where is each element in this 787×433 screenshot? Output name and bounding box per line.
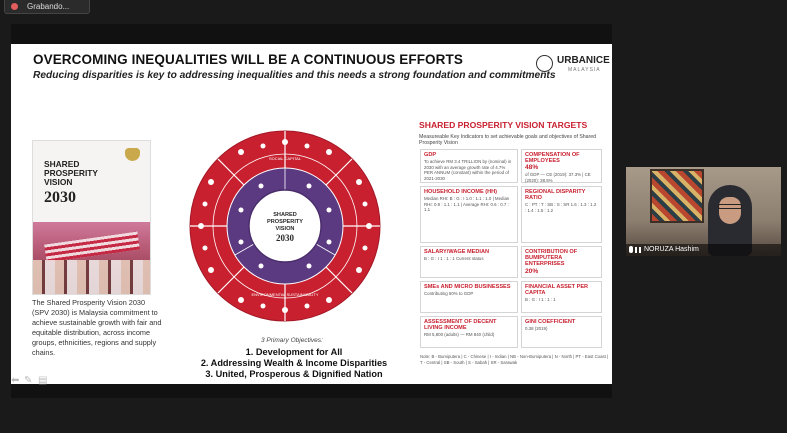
recording-indicator[interactable] bbox=[4, 0, 90, 14]
book-title: SHARED PROSPERITY VISION bbox=[44, 159, 98, 187]
slides-icon[interactable]: ▤ bbox=[38, 375, 48, 386]
target-body: Median RHI: B : G : I 1.0 : 1.1 : 1.0 | Median RHI: 0.9 : 1.1 : 1.1 | Average RHI: 0.6 : 0.7 : 1.1 bbox=[424, 196, 510, 213]
target-financial-asset bbox=[521, 281, 602, 313]
target-body: B : G : I 1 : 1 : 1 bbox=[525, 297, 556, 303]
wheel-label-1: SOCIAL CAPITAL bbox=[268, 156, 302, 161]
target-title: COMPENSATION OF EMPLOYEES bbox=[525, 152, 580, 165]
wheel-center-line3: VISION bbox=[275, 226, 295, 232]
target-salary-median bbox=[420, 246, 518, 278]
target-title: ASSESSMENT OF DECENT LIVING INCOME bbox=[424, 319, 497, 332]
target-compensation bbox=[521, 149, 602, 183]
face-shape bbox=[719, 197, 741, 224]
presentation-slide bbox=[11, 44, 612, 384]
targets-heading: SHARED PROSPERITY VISION TARGETS bbox=[419, 120, 588, 130]
target-smes bbox=[420, 281, 518, 313]
target-title: GINI COEFFICIENT bbox=[525, 319, 576, 325]
target-value: 20% bbox=[525, 267, 539, 275]
target-title: SALARY/WAGE MEDIAN bbox=[424, 249, 490, 255]
target-value: 48% bbox=[525, 164, 539, 172]
record-dot-icon bbox=[11, 3, 18, 10]
targets-description: Measureable Key Indicators to set achievable goals and objectives of Shared Prosperity Vision bbox=[419, 134, 597, 146]
children-image bbox=[33, 260, 150, 294]
target-body: B : G : I 1 : 1 : 1 Current status bbox=[424, 256, 484, 262]
urbanice-logo bbox=[536, 54, 610, 80]
glasses-shape bbox=[718, 204, 742, 209]
presentation-toolbar bbox=[11, 376, 71, 386]
logo-mark-icon bbox=[536, 55, 553, 72]
target-body: C : PT : T : SB : S : SR 1.6 : 1.3 : 1.2 : 1.4 : 1.5 : 1.2 bbox=[525, 202, 597, 213]
spv-book-cover bbox=[32, 140, 151, 295]
arrow-left-icon[interactable]: ⬅ bbox=[11, 375, 20, 386]
participant-name: NORUZA Hashim bbox=[644, 246, 699, 253]
slide-subtitle: Reducing disparities is key to addressing inequalities and this needs a strong foundation and commitments bbox=[33, 70, 556, 81]
wheel-label-2: ENVIRONMENTAL SUSTAINABILITY bbox=[251, 292, 319, 297]
target-title: HOUSEHOLD INCOME (HH) bbox=[424, 189, 498, 195]
targets-panel bbox=[419, 120, 602, 146]
target-bumiputera bbox=[521, 246, 602, 278]
wheel-center-year: 2030 bbox=[276, 233, 294, 243]
target-body: 0.38 (2019) bbox=[525, 326, 548, 332]
spv-wheel-diagram bbox=[189, 130, 381, 322]
target-title: GDP bbox=[424, 152, 437, 158]
malaysia-crest-icon bbox=[125, 148, 140, 161]
arrow-right-icon[interactable]: ➡ bbox=[52, 375, 61, 386]
wheel-center-line1: SHARED bbox=[273, 212, 297, 218]
book-year: 2030 bbox=[44, 189, 76, 206]
objective-1: 1. Development for All bbox=[245, 347, 343, 357]
target-gdp bbox=[420, 149, 518, 183]
target-title: REGIONAL DISPARITY RATIO bbox=[525, 189, 586, 202]
target-title: CONTRIBUTION OF BUMIPUTERA ENTERPRISES bbox=[525, 249, 578, 268]
objective-2: 2. Addressing Wealth & Income Disparities bbox=[200, 358, 388, 368]
target-gini bbox=[521, 316, 602, 348]
target-title: SMEs AND MICRO BUSINESSES bbox=[424, 284, 511, 290]
shared-screen bbox=[11, 24, 612, 398]
wall-painting-image bbox=[650, 169, 704, 223]
participant-namebar bbox=[626, 244, 781, 256]
book-photo bbox=[33, 222, 150, 294]
microphone-icon bbox=[629, 246, 633, 253]
slide-title: OVERCOMING INEQUALITIES WILL BE A CONTINUOUS EFFORTS bbox=[33, 52, 463, 67]
target-title: FINANCIAL ASSET PER CAPITA bbox=[525, 284, 589, 297]
target-household-income bbox=[420, 186, 518, 243]
flag-image bbox=[44, 232, 140, 263]
spv-description: The Shared Prosperity Vision 2030 (SPV 2030) is Malaysia commitment to achieve sustainable growth with fair and equitable distribution, across income groups, ethnicities, regions and supply chains. bbox=[32, 298, 162, 357]
logo-name: URBANICE bbox=[557, 55, 610, 66]
logo-sub: MALAYSIA bbox=[568, 67, 601, 73]
target-body: To achieve RM 3.4 TRILLION by (nominal) in 2030 with an average growth rate of 4.7% PER ANNUM (constant) within the period of 2021-2030 bbox=[424, 159, 512, 181]
target-regional-disparity bbox=[521, 186, 602, 243]
objectives-list bbox=[199, 347, 389, 380]
target-body: of GDP — CE (2019): 37.3% | CE (2020): 38.5% bbox=[525, 172, 591, 183]
audio-bars-icon bbox=[635, 247, 641, 253]
objective-3: 3. United, Prosperous & Dignified Nation bbox=[205, 369, 383, 379]
target-body: RM 5,800 (adults) — RM 840 (child) bbox=[424, 332, 495, 338]
target-decent-living bbox=[420, 316, 518, 348]
objectives-heading: 3 Primary Objectives: bbox=[261, 337, 323, 344]
participant-video[interactable] bbox=[626, 167, 781, 256]
target-body: Contributing 50% to GDP bbox=[424, 291, 474, 297]
recording-label: Grabando... bbox=[27, 2, 70, 11]
pen-icon[interactable]: ✎ bbox=[24, 375, 33, 386]
targets-note: Note: B - Bumiputera | C - Chinese | I - Indian | NB - Non-Bumiputera | N - North | PT - East Coast | T - Central | SB - South | S - Sabah | SR - Sarawak bbox=[420, 354, 609, 365]
wheel-center-line2: PROSPERITY bbox=[266, 219, 304, 225]
